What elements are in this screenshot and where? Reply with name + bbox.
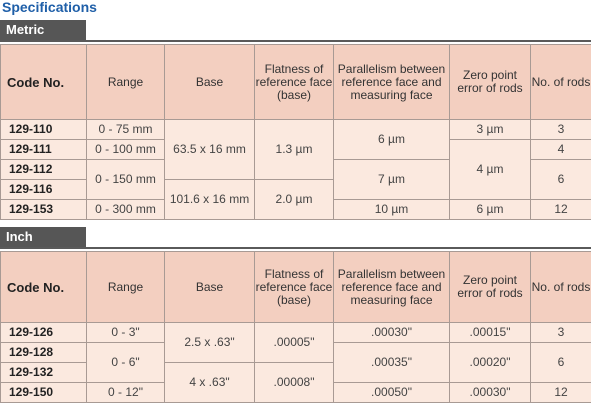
code-cell: 129-116 (1, 180, 87, 200)
metric-section-label: Metric (0, 20, 86, 40)
range-cell: 0 - 6" (87, 343, 165, 383)
header-parallelism: Parallelism between reference face and measuring face (334, 45, 450, 120)
rods-cell: 3 (531, 120, 591, 140)
base-cell: 4 x .63" (165, 363, 255, 403)
code-cell: 129-111 (1, 140, 87, 160)
zero-point-cell: .00030" (450, 383, 531, 403)
rods-cell: 12 (531, 383, 591, 403)
flatness-cell: .00005" (255, 323, 334, 363)
base-cell: 63.5 x 16 mm (165, 120, 255, 180)
flatness-cell: .00008" (255, 363, 334, 403)
header-no-of-rods: No. of rods (531, 252, 591, 323)
parallelism-cell: 7 µm (334, 160, 450, 200)
range-cell: 0 - 300 mm (87, 200, 165, 220)
range-cell: 0 - 3" (87, 323, 165, 343)
code-cell: 129-128 (1, 343, 87, 363)
base-cell: 101.6 x 16 mm (165, 180, 255, 220)
flatness-cell: 2.0 µm (255, 180, 334, 220)
zero-point-cell: 3 µm (450, 120, 531, 140)
zero-point-cell: .00020" (450, 343, 531, 383)
range-cell: 0 - 12" (87, 383, 165, 403)
header-zero-point-error: Zero point error of rods (450, 252, 531, 323)
header-no-of-rods: No. of rods (531, 45, 591, 120)
code-cell: 129-112 (1, 160, 87, 180)
metric-spec-table (0, 44, 591, 220)
code-cell: 129-153 (1, 200, 87, 220)
parallelism-cell: .00035" (334, 343, 450, 383)
table-row (1, 323, 591, 343)
header-base: Base (165, 252, 255, 323)
header-range: Range (87, 252, 165, 323)
header-code-no: Code No. (1, 45, 87, 120)
base-cell: 2.5 x .63" (165, 323, 255, 363)
zero-point-cell: 6 µm (450, 200, 531, 220)
code-cell: 129-110 (1, 120, 87, 140)
inch-section-label: Inch (0, 227, 86, 247)
zero-point-cell: 4 µm (450, 140, 531, 200)
rods-cell: 3 (531, 323, 591, 343)
rods-cell: 6 (531, 343, 591, 383)
code-cell: 129-132 (1, 363, 87, 383)
range-cell: 0 - 75 mm (87, 120, 165, 140)
table-row (1, 120, 591, 140)
inch-spec-table (0, 251, 591, 403)
zero-point-cell: .00015" (450, 323, 531, 343)
rods-cell: 4 (531, 140, 591, 160)
header-flatness: Flatness of reference face (base) (255, 252, 334, 323)
range-cell: 0 - 150 mm (87, 160, 165, 200)
rods-cell: 6 (531, 160, 591, 200)
parallelism-cell: 6 µm (334, 120, 450, 160)
header-range: Range (87, 45, 165, 120)
code-cell: 129-126 (1, 323, 87, 343)
parallelism-cell: 10 µm (334, 200, 450, 220)
page-title: Specifications (2, 0, 97, 16)
table-header-row (1, 252, 591, 323)
rods-cell: 12 (531, 200, 591, 220)
header-parallelism: Parallelism between reference face and measuring face (334, 252, 450, 323)
header-base: Base (165, 45, 255, 120)
inch-section-header (0, 227, 591, 249)
code-cell: 129-150 (1, 383, 87, 403)
parallelism-cell: .00050" (334, 383, 450, 403)
header-zero-point-error: Zero point error of rods (450, 45, 531, 120)
range-cell: 0 - 100 mm (87, 140, 165, 160)
flatness-cell: 1.3 µm (255, 120, 334, 180)
table-header-row (1, 45, 591, 120)
parallelism-cell: .00030" (334, 323, 450, 343)
header-code-no: Code No. (1, 252, 87, 323)
metric-section-header (0, 20, 591, 42)
header-flatness: Flatness of reference face (base) (255, 45, 334, 120)
